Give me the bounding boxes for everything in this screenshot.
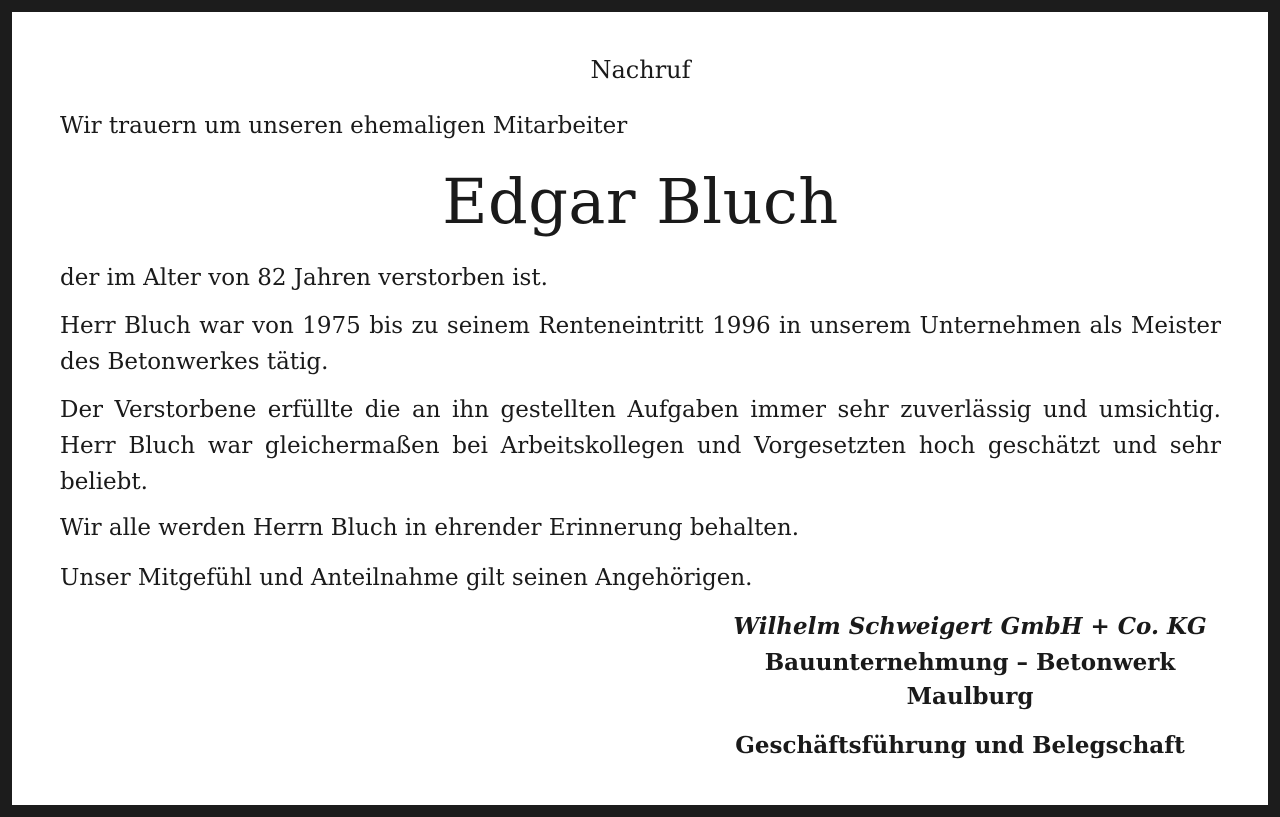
paragraph-employment: Herr Bluch war von 1975 bis zu seinem Renteneintritt 1996 in unserem Unternehmen als Meister des Betonwerkes tätig. — [60, 313, 1221, 375]
signature-closing: Geschäftsführung und Belegschaft — [735, 732, 1185, 759]
signature-company: Wilhelm Schweigert GmbH + Co. KG — [733, 613, 1207, 640]
paragraph-remembrance: Wir alle werden Herrn Bluch in ehrender Erinnerung behalten. — [60, 515, 800, 541]
signature-city: Maulburg — [906, 683, 1034, 710]
signature-division: Bauunternehmung – Betonwerk — [764, 649, 1176, 676]
notice-heading: Nachruf — [590, 56, 691, 84]
paragraph-condolence: Unser Mitgefühl und Anteilnahme gilt seinen Angehörigen. — [60, 565, 753, 591]
deceased-name: Edgar Bluch — [442, 165, 839, 238]
paragraph-age: der im Alter von 82 Jahren verstorben ist. — [60, 265, 548, 291]
obituary-notice — [12, 12, 1268, 805]
paragraph-tribute: Der Verstorbene erfüllte die an ihn gestellten Aufgaben immer sehr zuverlässig und umsichtig. Herr Bluch war gleichermaßen bei Arbeitskollegen und Vorgesetzten hoch geschätzt und sehr beliebt. — [60, 397, 1221, 495]
intro-text: Wir trauern um unseren ehemaligen Mitarbeiter — [60, 113, 628, 139]
